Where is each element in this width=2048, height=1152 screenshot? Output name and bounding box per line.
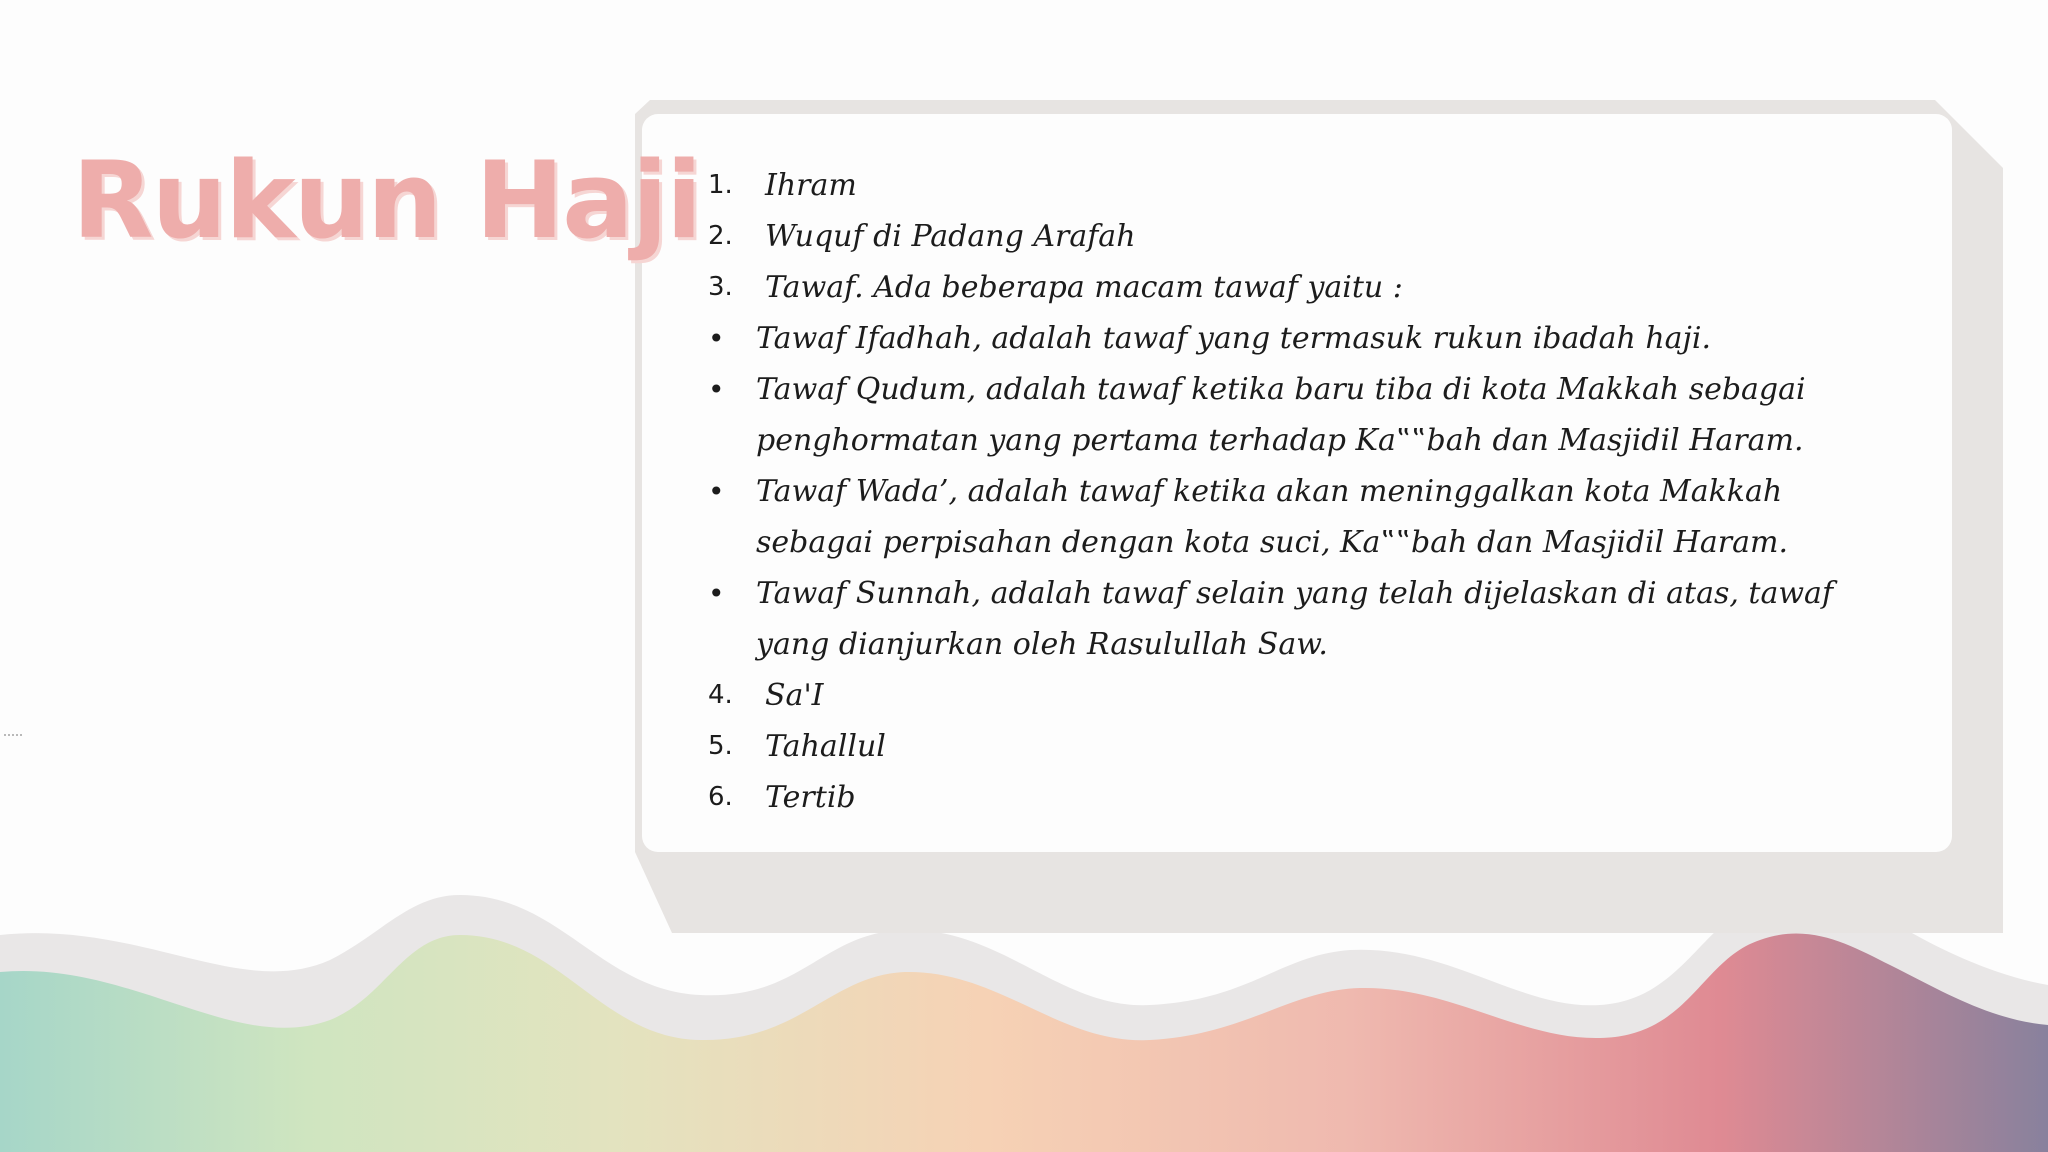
bullet-icon: •: [708, 373, 725, 406]
list-item: [708, 262, 1908, 313]
list-item-text: Ihram: [765, 168, 857, 203]
list-item-text: Wuquf di Padang Arafah: [765, 219, 1136, 254]
list-item-text: Tawaf Sunnah, adalah tawaf selain yang telah dijelaskan di atas, tawaf yang dianjurkan oleh Rasulullah Saw.: [756, 576, 1834, 662]
list-item: [708, 670, 1908, 721]
list-item-text: Tawaf Qudum, adalah tawaf ketika baru tiba di kota Makkah sebagai penghormatan yang pertama terhadap Ka‟‟bah dan Masjidil Haram.: [756, 372, 1806, 458]
slide-title: Rukun Haji: [72, 139, 701, 262]
bullet-icon: •: [708, 577, 725, 610]
list-item: [708, 211, 1908, 262]
list-item: [708, 772, 1908, 823]
list-item-text: Tahallul: [765, 729, 886, 764]
list-item: [708, 160, 1908, 211]
list-marker: 3.: [708, 272, 733, 302]
bullet-icon: •: [708, 322, 725, 355]
list-item-text: Sa'I: [765, 678, 824, 713]
list-item-text: Tawaf Ifadhah, adalah tawaf yang termasuk rukun ibadah haji.: [756, 321, 1711, 356]
list-item: [708, 466, 1908, 568]
list-item: [708, 364, 1908, 466]
slide-edge-mark: [4, 734, 22, 739]
list-marker: 2.: [708, 221, 733, 251]
bullet-icon: •: [708, 475, 725, 508]
rukun-haji-list: [708, 160, 1908, 823]
list-item-text: Tawaf. Ada beberapa macam tawaf yaitu :: [765, 270, 1403, 305]
list-item-text: Tawaf Wada’, adalah tawaf ketika akan meninggalkan kota Makkah sebagai perpisahan dengan kota suci, Ka‟‟bah dan Masjidil Haram.: [756, 474, 1788, 560]
list-marker: 4.: [708, 680, 733, 710]
list-item: [708, 313, 1908, 364]
list-item: [708, 568, 1908, 670]
list-item-text: Tertib: [765, 780, 856, 815]
list-marker: 6.: [708, 782, 733, 812]
list-marker: 5.: [708, 731, 733, 761]
list-marker: 1.: [708, 170, 733, 200]
list-item: [708, 721, 1908, 772]
